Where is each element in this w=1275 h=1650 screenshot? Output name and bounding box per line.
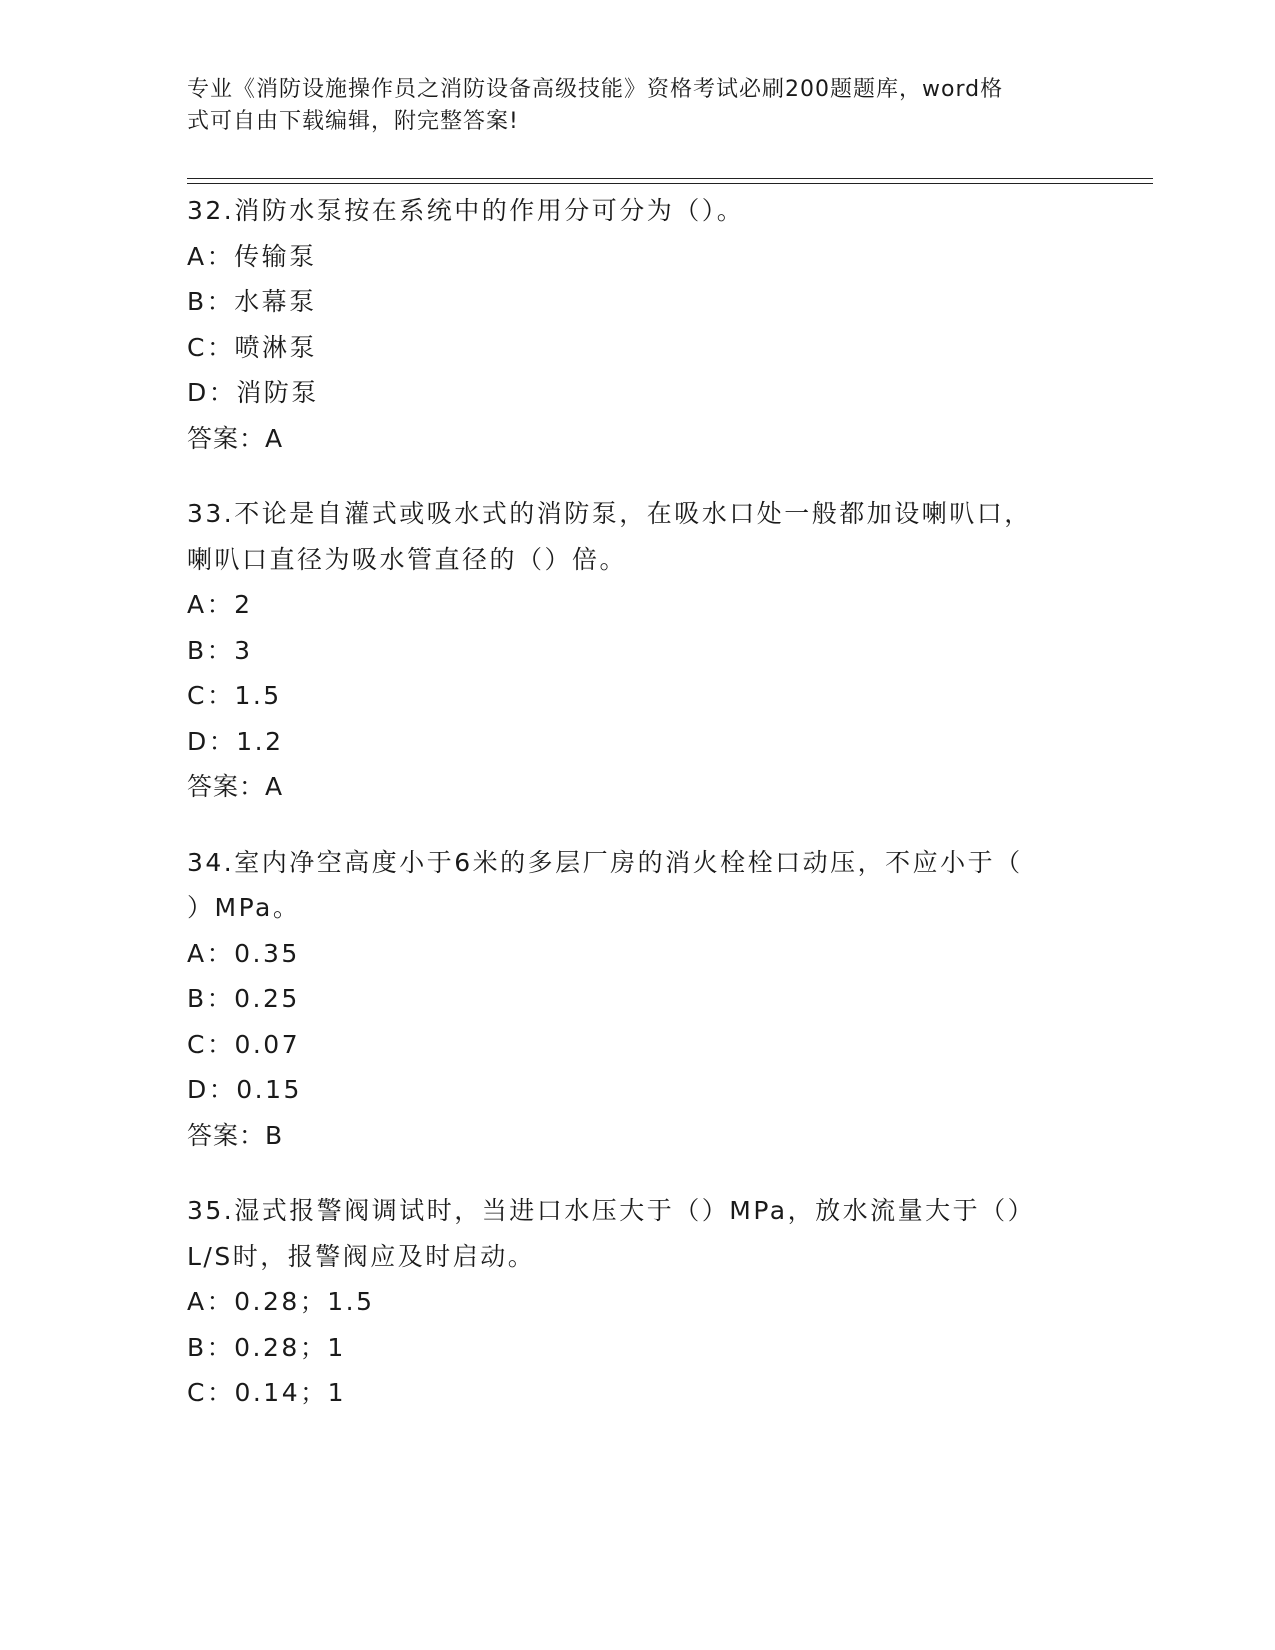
option-d: D：0.15 [187, 1075, 302, 1104]
document-header [187, 74, 1067, 138]
option-a: A：0.35 [187, 938, 300, 968]
question-32 [187, 188, 1087, 461]
question-list [187, 188, 1087, 1446]
option-a: A：传输泵 [187, 241, 317, 271]
question-text-continued: ）MPa。 [187, 893, 301, 922]
option-a: A：0.28；1.5 [187, 1287, 375, 1316]
question-34 [187, 840, 1087, 1159]
answer: 答案：B [187, 1120, 284, 1150]
option-b: B：水幕泵 [187, 287, 317, 316]
option-b: B：0.25 [187, 984, 300, 1013]
option-c: C：喷淋泵 [187, 332, 317, 362]
header-divider-top [187, 178, 1153, 179]
answer: 答案：A [187, 772, 284, 801]
option-d: D：消防泵 [187, 378, 319, 407]
option-c: C：1.5 [187, 681, 282, 710]
option-b: B：3 [187, 635, 253, 665]
question-text-continued: 喇叭口直径为吸水管直径的（）倍。 [187, 544, 628, 574]
option-c: C：0.14；1 [187, 1378, 347, 1407]
header-divider-bottom [187, 183, 1153, 184]
question-text: 33.不论是自灌式或吸水式的消防泵，在吸水口处一般都加设喇叭口， [187, 499, 1032, 528]
option-c: C：0.07 [187, 1029, 301, 1059]
option-d: D：1.2 [187, 726, 284, 756]
question-text: 35.湿式报警阀调试时，当进口水压大于（）MPa，放水流量大于（） [187, 1196, 1036, 1225]
header-line-2: 式可自由下载编辑，附完整答案! [187, 109, 519, 134]
option-a: A：2 [187, 590, 253, 619]
option-b: B：0.28；1 [187, 1332, 346, 1362]
question-text-continued: L/S时，报警阀应及时启动。 [187, 1241, 536, 1271]
question-35 [187, 1188, 1087, 1416]
question-33 [187, 491, 1087, 810]
answer: 答案：A [187, 423, 284, 453]
question-text: 34.室内净空高度小于6米的多层厂房的消火栓栓口动压，不应小于（ [187, 847, 1023, 877]
question-text: 32.消防水泵按在系统中的作用分可分为（）。 [187, 196, 745, 225]
header-line-1: 专业《消防设施操作员之消防设备高级技能》资格考试必刷200题题库，word格 [187, 77, 1004, 102]
